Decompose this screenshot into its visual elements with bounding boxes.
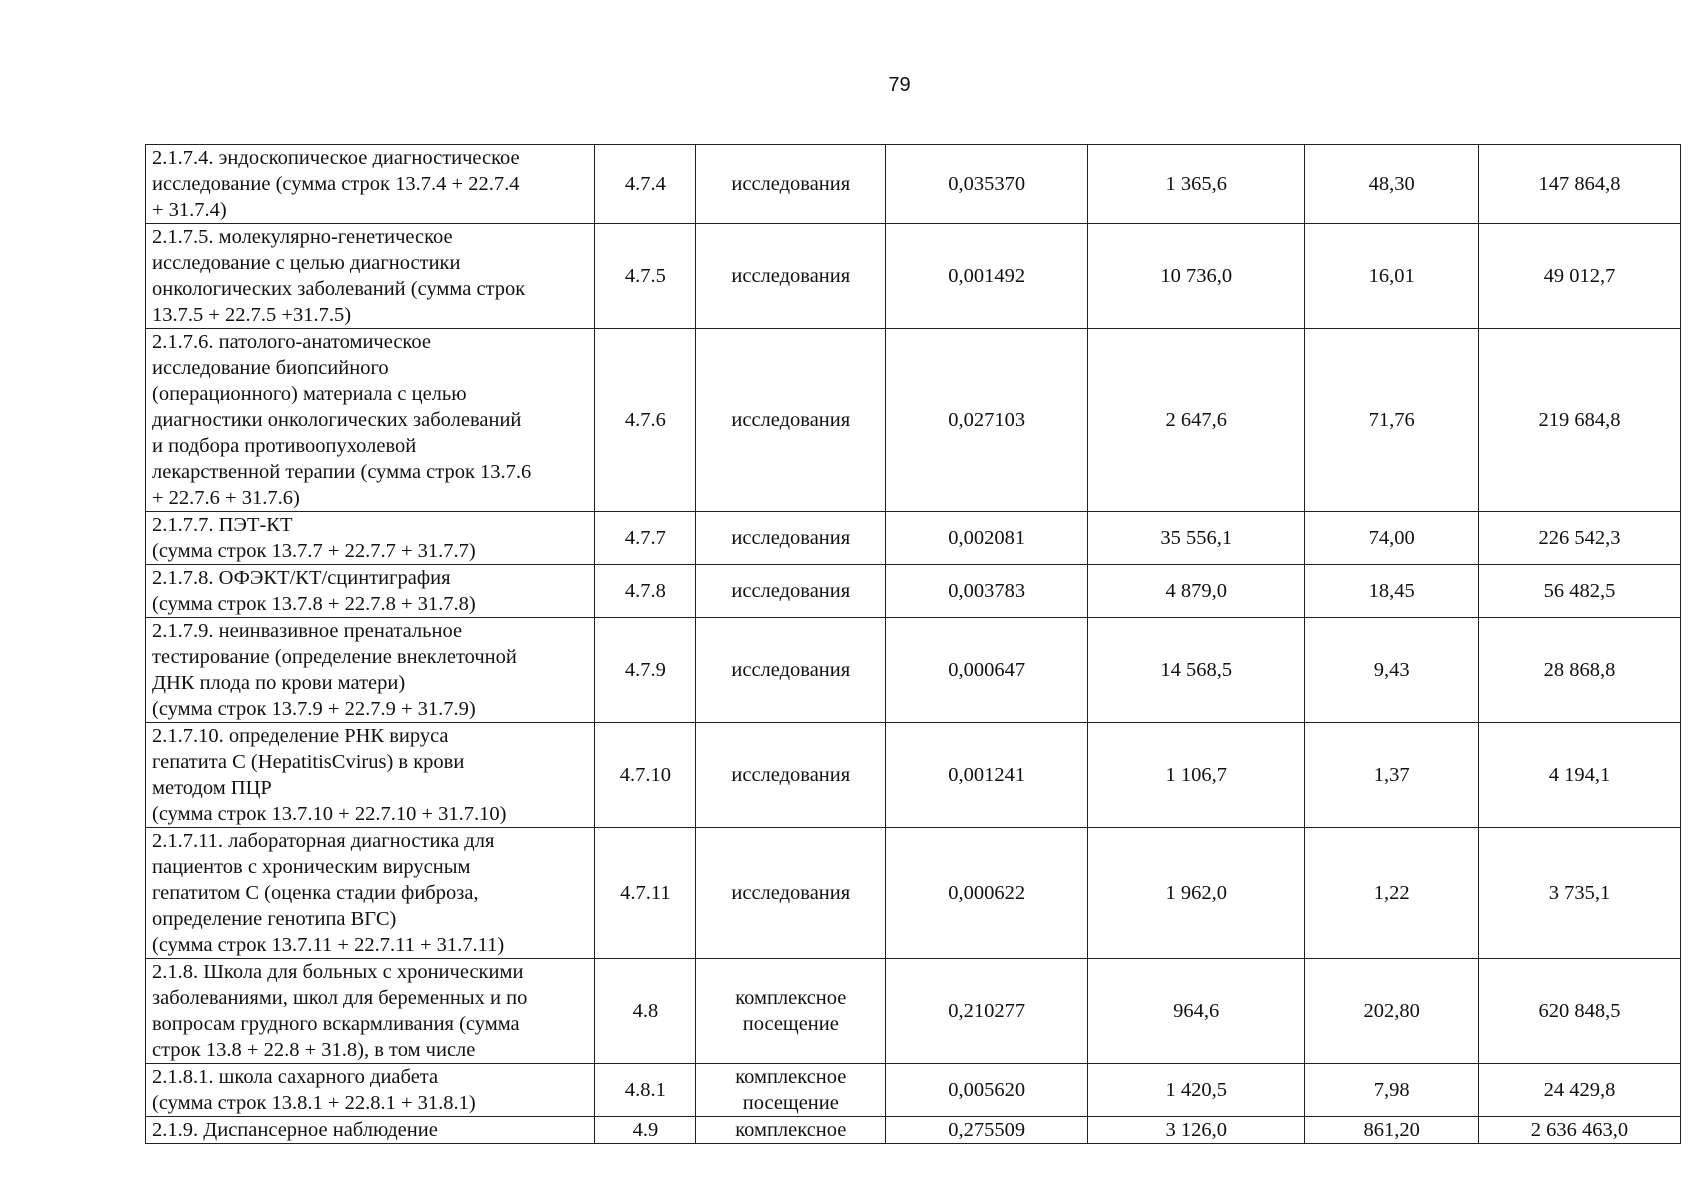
- row-value-4: 620 848,5: [1478, 959, 1680, 1064]
- page-number: 79: [888, 74, 911, 96]
- row-value-4: 24 429,8: [1478, 1064, 1680, 1117]
- row-value-2: 1 365,6: [1088, 145, 1305, 224]
- row-value-1: 0,001492: [886, 224, 1088, 329]
- row-code: 4.7.9: [595, 618, 696, 723]
- row-name: 2.1.7.7. ПЭТ-КТ (сумма строк 13.7.7 + 22.7.7 + 31.7.7): [146, 512, 595, 565]
- row-code: 4.8.1: [595, 1064, 696, 1117]
- row-value-1: 0,035370: [886, 145, 1088, 224]
- row-name: 2.1.7.6. патолого-анатомическое исследование биопсийного (операционного) материала с целью диагностики онкологических заболеваний и подбора противоопухолевой лекарственной терапии (сумма строк 13.7.6 + 22.7.6 + 31.7.6): [146, 329, 595, 512]
- row-code: 4.9: [595, 1117, 696, 1144]
- row-value-3: 48,30: [1305, 145, 1479, 224]
- data-table: [145, 144, 1681, 1144]
- table-row: [146, 224, 1681, 329]
- row-value-4: 2 636 463,0: [1478, 1117, 1680, 1144]
- row-value-3: 1,37: [1305, 723, 1479, 828]
- row-value-2: 4 879,0: [1088, 565, 1305, 618]
- table-row: [146, 565, 1681, 618]
- row-value-2: 1 962,0: [1088, 828, 1305, 959]
- row-value-4: 3 735,1: [1478, 828, 1680, 959]
- row-value-2: 964,6: [1088, 959, 1305, 1064]
- row-value-1: 0,027103: [886, 329, 1088, 512]
- row-value-1: 0,003783: [886, 565, 1088, 618]
- table-row: [146, 1117, 1681, 1144]
- row-value-2: 10 736,0: [1088, 224, 1305, 329]
- row-unit: исследования: [696, 329, 886, 512]
- row-value-2: 1 106,7: [1088, 723, 1305, 828]
- row-name: 2.1.8. Школа для больных с хроническими заболеваниями, школ для беременных и по вопросам грудного вскармливания (сумма строк 13.8 + 22.8 + 31.8), в том числе: [146, 959, 595, 1064]
- table-row: [146, 618, 1681, 723]
- row-value-4: 56 482,5: [1478, 565, 1680, 618]
- table-row: [146, 145, 1681, 224]
- table-row: [146, 1064, 1681, 1117]
- row-unit: исследования: [696, 224, 886, 329]
- row-value-3: 202,80: [1305, 959, 1479, 1064]
- row-unit: исследования: [696, 565, 886, 618]
- table-row: [146, 959, 1681, 1064]
- row-code: 4.7.6: [595, 329, 696, 512]
- row-code: 4.7.8: [595, 565, 696, 618]
- row-value-4: 4 194,1: [1478, 723, 1680, 828]
- row-value-1: 0,002081: [886, 512, 1088, 565]
- row-value-2: 3 126,0: [1088, 1117, 1305, 1144]
- row-value-4: 147 864,8: [1478, 145, 1680, 224]
- row-unit: комплексное посещение: [696, 959, 886, 1064]
- row-value-3: 1,22: [1305, 828, 1479, 959]
- row-value-3: 18,45: [1305, 565, 1479, 618]
- row-unit: исследования: [696, 618, 886, 723]
- row-value-4: 219 684,8: [1478, 329, 1680, 512]
- row-unit: комплексное посещение: [696, 1064, 886, 1117]
- row-value-2: 2 647,6: [1088, 329, 1305, 512]
- row-value-2: 1 420,5: [1088, 1064, 1305, 1117]
- row-name: 2.1.7.8. ОФЭКТ/КТ/сцинтиграфия (сумма строк 13.7.8 + 22.7.8 + 31.7.8): [146, 565, 595, 618]
- row-code: 4.7.4: [595, 145, 696, 224]
- table-row: [146, 329, 1681, 512]
- table-row: [146, 512, 1681, 565]
- row-code: 4.8: [595, 959, 696, 1064]
- row-name: 2.1.7.10. определение РНК вируса гепатита С (HepatitisCvirus) в крови методом ПЦР (сумма строк 13.7.10 + 22.7.10 + 31.7.10): [146, 723, 595, 828]
- row-name: 2.1.7.5. молекулярно-генетическое исследование с целью диагностики онкологических заболеваний (сумма строк 13.7.5 + 22.7.5 +31.7.5): [146, 224, 595, 329]
- row-unit: исследования: [696, 145, 886, 224]
- row-value-3: 16,01: [1305, 224, 1479, 329]
- row-value-4: 28 868,8: [1478, 618, 1680, 723]
- row-value-3: 9,43: [1305, 618, 1479, 723]
- row-unit: исследования: [696, 512, 886, 565]
- row-value-2: 14 568,5: [1088, 618, 1305, 723]
- row-value-1: 0,000622: [886, 828, 1088, 959]
- row-value-4: 49 012,7: [1478, 224, 1680, 329]
- row-unit: исследования: [696, 723, 886, 828]
- row-value-1: 0,275509: [886, 1117, 1088, 1144]
- row-name: 2.1.7.4. эндоскопическое диагностическое исследование (сумма строк 13.7.4 + 22.7.4 + 31.7.4): [146, 145, 595, 224]
- row-value-3: 71,76: [1305, 329, 1479, 512]
- row-code: 4.7.11: [595, 828, 696, 959]
- row-name: 2.1.9. Диспансерное наблюдение: [146, 1117, 595, 1144]
- row-unit: исследования: [696, 828, 886, 959]
- row-value-1: 0,001241: [886, 723, 1088, 828]
- row-value-1: 0,210277: [886, 959, 1088, 1064]
- row-value-1: 0,005620: [886, 1064, 1088, 1117]
- row-code: 4.7.10: [595, 723, 696, 828]
- row-unit: комплексное: [696, 1117, 886, 1144]
- table-row: [146, 723, 1681, 828]
- row-value-2: 35 556,1: [1088, 512, 1305, 565]
- row-code: 4.7.5: [595, 224, 696, 329]
- row-name: 2.1.7.9. неинвазивное пренатальное тестирование (определение внеклеточной ДНК плода по крови матери) (сумма строк 13.7.9 + 22.7.9 + 31.7.9): [146, 618, 595, 723]
- row-value-3: 7,98: [1305, 1064, 1479, 1117]
- row-value-3: 74,00: [1305, 512, 1479, 565]
- row-value-3: 861,20: [1305, 1117, 1479, 1144]
- table-row: [146, 828, 1681, 959]
- row-value-1: 0,000647: [886, 618, 1088, 723]
- row-name: 2.1.7.11. лабораторная диагностика для пациентов с хроническим вирусным гепатитом С (оценка стадии фиброза, определение генотипа ВГС) (сумма строк 13.7.11 + 22.7.11 + 31.7.11): [146, 828, 595, 959]
- row-name: 2.1.8.1. школа сахарного диабета (сумма строк 13.8.1 + 22.8.1 + 31.8.1): [146, 1064, 595, 1117]
- row-code: 4.7.7: [595, 512, 696, 565]
- row-value-4: 226 542,3: [1478, 512, 1680, 565]
